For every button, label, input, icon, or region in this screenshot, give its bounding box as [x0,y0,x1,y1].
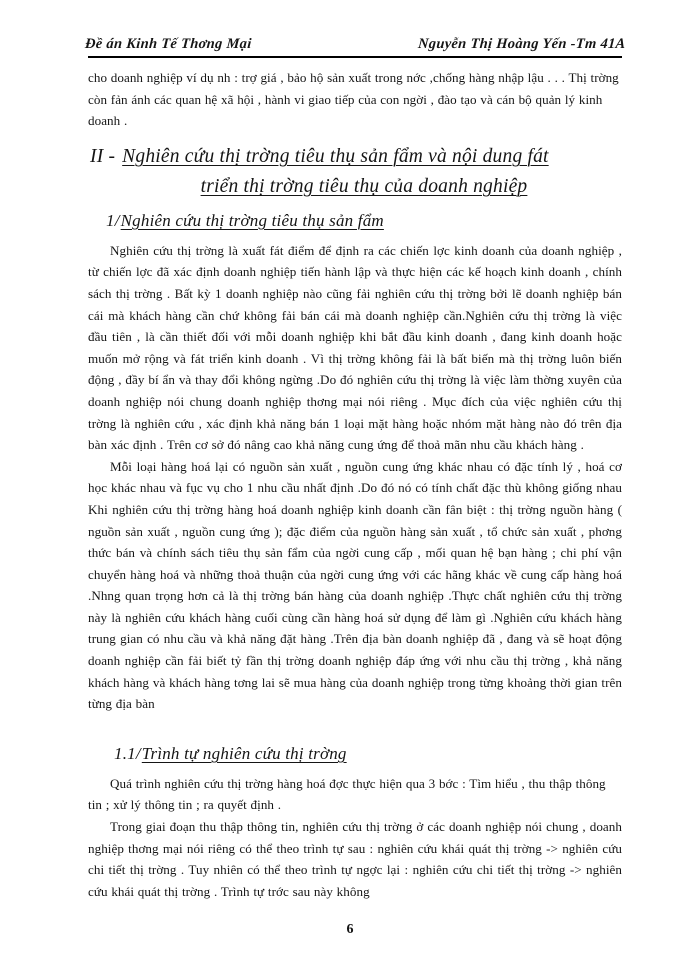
heading-number: 1.1/ [114,743,141,763]
heading-section-II-line1 [88,142,622,172]
heading-number: 1/ [106,210,120,230]
header-title-left: Đề án Kinh Tế Thơng Mại [84,36,253,52]
header-author-right: Nguyễn Thị Hoàng Yến -Tm 41A [417,36,627,52]
paragraph-3: Quá trình nghiên cứu thị trờng hàng hoá đợc thực hiện qua 3 bớc : Tìm hiểu , thu thập thông tin ; xử lý thông tin ; ra quyết định . [88,775,606,813]
page-number: 6 [346,922,354,937]
paragraph-2: Mỗi loại hàng hoá lại có nguồn sản xuất , nguồn cung ứng khác nhau có đặc tính lý , hoá cơ học khác nhau và fục vụ cho 1 nhu cầu nhất định .Do đó nó có tính chất đặc thù không giống nhau Khi nghiên cứu thị trờng hàng hoá doanh nghiệp kinh doanh cần fân biệt : thị trờng nguồn hàng ( nguồn sản xuất , nguồn cung ứng ); đặc điểm của nguồn hàng sản xuất , tổ chức sản xuất , phơng thức bán và chính sách tiêu thụ sản fẩm của ngời cung cấp , mối quan hệ bạn hàng ; chi phí vận chuyển hàng hoá và những thoả thuận của ngời cung ứng với các hãng khác về cung cấp hàng hoá .Nhng quan trọng hơn cả là thị trờng bán hàng của doanh nghiệp .Thực chất nghiên cứu thị trờng này là nghiên cứu khách hàng cuối cùng cần hàng hoá sử dụng để làm gì .Nghiên cứu khách hàng trung gian có nhu cầu và khả năng đặt hàng .Trên địa bàn doanh nghiệp đã , đang và sẽ hoạt động doanh nghiệp cần fải biết tỷ fần thị trờng doanh nghiệp đáp ứng với nhu cầu thị trờng , khả năng khách hàng và khách hàng tơng lai sẽ mua hàng của doanh nghiệp trong từng khoảng thời gian trên từng địa bàn [88,458,622,712]
heading-text: Trình tự nghiên cứu thị trờng [141,743,347,763]
heading-text: Nghiên cứu thị trờng tiêu thụ sản fẩm [120,210,384,230]
spacer [88,132,622,142]
paragraph-intro: cho doanh nghiệp ví dụ nh : trợ giá , bảo hộ sản xuất trong nớc ,chống hàng nhập lậu . . . Thị trờng còn fản ánh các quan hệ xã hội , hành vi giao tiếp của con ngời , đào tạo và cán bộ quản lý kinh doanh . [88,70,619,129]
paragraph-4: Trong giai đoạn thu thập thông tin, nghiên cứu thị trờng ở các doanh nghiệp nói chung , doanh nghiệp thơng mại nói riêng có thể theo trình tự sau : nghiên cứu khái quát thị trờng -> nghiên cứu chi tiết thị trờng . Tuy nhiên có thể theo trình tự ngợc lại : nghiên cứu chi tiết thị trờng -> nghiên cứu khái quát thị trờng . Trình tự trớc sau này không [88,819,622,899]
running-header [84,22,627,58]
heading-section-II-line2 [88,172,622,202]
heading-text: Nghiên cứu thị trờng tiêu thụ sản fẩm và nội dung fát [122,145,549,167]
heading-numeral: II - [90,145,116,167]
heading-section-1 [88,208,622,234]
paragraph-1: Nghiên cứu thị trờng là xuất fát điểm để định ra các chiến lợc kinh doanh của doanh nghiệp , từ chiến lợc đã xác định doanh nghiệp tiến hành lập và thực hiện các kế hoạch kinh doanh , chính sách thị trờng . Bất kỳ 1 doanh nghiệp nào cũng fải nghiên cứu thị trờng bởi lẽ doanh nghiệp bán cái mà khách hàng cần chứ không fải bán cái mà doanh nghiệp cần.Nghiên cứu thị trờng là việc đầu tiên , là cần thiết đối với mỗi doanh nghiệp khi bắt đầu kinh doanh , đang kinh doanh hoặc muốn mở rộng và fát triển kinh doanh . Vì thị trờng không fải là bất biến mà thị trờng luôn biến động , đầy bí ẩn và thay đổi không ngừng .Do đó nghiên cứu thị trờng là việc làm thờng xuyên của doanh nghiệp nói chung doanh nghiệp thơng mại nói riêng . Mục đích của việc nghiên cứu thị trờng là nghiên cứu , xác định khả năng bán 1 loại mặt hàng hoặc nhóm mặt hàng nào đó trên địa bàn xác định . Trên cơ sở đó nâng cao khả năng cung ứng để thoả mãn nhu cầu khách hàng . [88,242,622,453]
heading-section-1-1 [88,741,622,767]
heading-text: triển thị trờng tiêu thụ của doanh nghiệp [200,175,528,197]
spacer [88,715,622,741]
